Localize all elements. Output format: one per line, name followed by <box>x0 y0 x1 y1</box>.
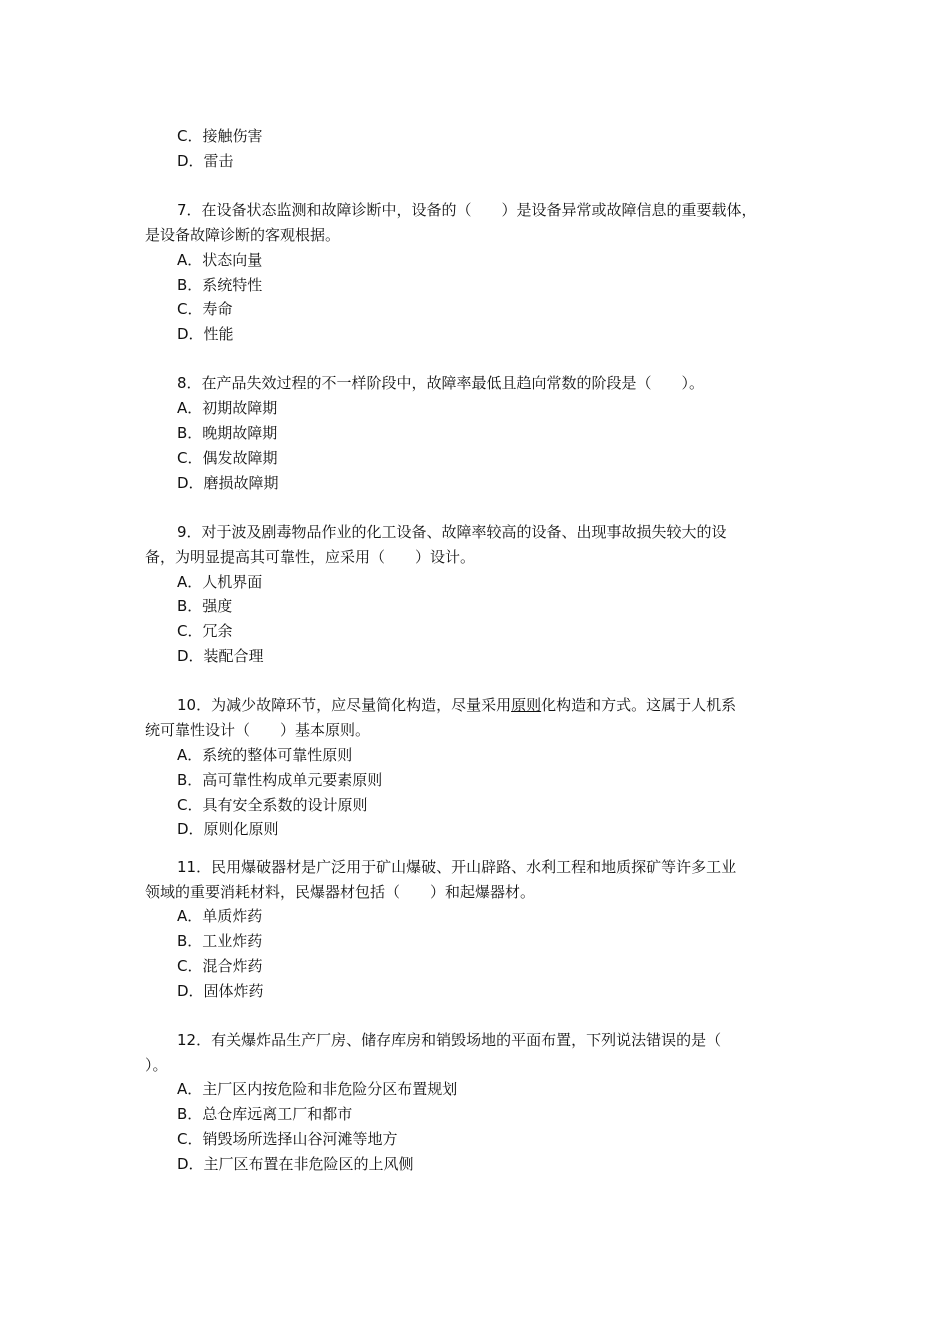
underlined-term: 原则 <box>511 696 542 714</box>
question-10-option-b: B．高可靠性构成单元要素原则 <box>177 771 383 789</box>
question-10-text <box>177 695 736 715</box>
question-9-option-b: B．强度 <box>177 597 233 615</box>
question-11-option-a: A．单质炸药 <box>177 907 263 925</box>
question-10-option-c: C．具有安全系数的设计原则 <box>177 796 368 814</box>
question-8-option-a: A．初期故障期 <box>177 399 278 417</box>
question-7-option-a: A．状态向量 <box>177 251 263 269</box>
question-12-option-c: C．销毁场所选择山谷河滩等地方 <box>177 1130 398 1148</box>
question-11-text: 11．民用爆破器材是广泛用于矿山爆破、开山辟路、水利工程和地质探矿等许多工业 <box>177 858 737 876</box>
question-7-text-cont: 是设备故障诊断的客观根据。 <box>145 226 341 244</box>
question-12-text: 12．有关爆炸品生产厂房、储存库房和销毁场地的平面布置，下列说法错误的是（ <box>177 1031 722 1049</box>
option-c: C．接触伤害 <box>177 127 263 145</box>
question-12-option-d: D．主厂区布置在非危险区的上风侧 <box>177 1155 414 1173</box>
question-10-option-d: D．原则化原则 <box>177 820 279 838</box>
question-7-text: 7．在设备状态监测和故障诊断中，设备的（ ）是设备异常或故障信息的重要载体， <box>177 201 757 219</box>
question-9-option-d: D．装配合理 <box>177 647 264 665</box>
option-d: D．雷击 <box>177 152 234 170</box>
question-8-option-c: C．偶发故障期 <box>177 449 278 467</box>
question-8-option-d: D．磨损故障期 <box>177 474 279 492</box>
question-10-text-pre: 10．为减少故障环节，应尽量简化构造，尽量采用 <box>177 696 512 714</box>
question-10-option-a: A．系统的整体可靠性原则 <box>177 746 353 764</box>
question-11-option-b: B．工业炸药 <box>177 932 263 950</box>
question-7-option-c: C．寿命 <box>177 300 233 318</box>
question-9-text: 9．对于波及剧毒物品作业的化工设备、故障率较高的设备、出现事故损失较大的设 <box>177 523 727 541</box>
question-11-text-cont: 领域的重要消耗材料，民爆器材包括（ ）和起爆器材。 <box>145 883 536 901</box>
question-12-text-cont: ）。 <box>145 1056 168 1074</box>
question-11-option-d: D．固体炸药 <box>177 982 264 1000</box>
question-12-option-a: A．主厂区内按危险和非危险分区布置规划 <box>177 1080 458 1098</box>
question-7-option-b: B．系统特性 <box>177 276 263 294</box>
question-9-option-a: A．人机界面 <box>177 573 263 591</box>
question-11-option-c: C．混合炸药 <box>177 957 263 975</box>
question-7-option-d: D．性能 <box>177 325 234 343</box>
question-10-text-cont: 统可靠性设计（ ）基本原则。 <box>145 721 371 739</box>
question-8-text: 8．在产品失效过程的不一样阶段中，故障率最低且趋向常数的阶段是（ ）。 <box>177 374 705 392</box>
question-10-text-post: 化构造和方式。这属于人机系 <box>541 696 737 714</box>
question-12-option-b: B．总仓库远离工厂和都市 <box>177 1105 353 1123</box>
question-8-option-b: B．晚期故障期 <box>177 424 278 442</box>
question-9-option-c: C．冗余 <box>177 622 233 640</box>
question-9-text-cont: 备，为明显提高其可靠性，应采用（ ）设计。 <box>145 548 476 566</box>
